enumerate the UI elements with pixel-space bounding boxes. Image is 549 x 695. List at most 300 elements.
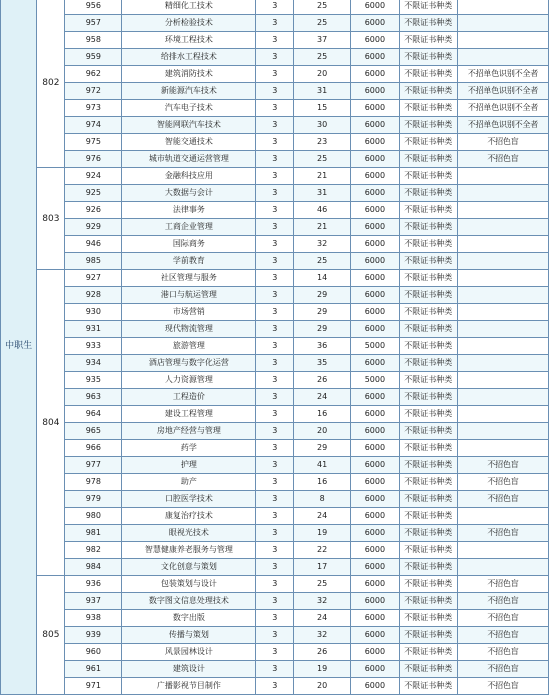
duration-cell: 3 bbox=[256, 389, 294, 406]
duration-cell: 3 bbox=[256, 32, 294, 49]
restriction-note-cell bbox=[457, 542, 548, 559]
quota-cell: 19 bbox=[294, 661, 351, 678]
duration-cell: 3 bbox=[256, 355, 294, 372]
tuition-cell: 6000 bbox=[351, 100, 400, 117]
tuition-cell: 6000 bbox=[351, 491, 400, 508]
certificate-cell: 不限证书种类 bbox=[399, 15, 457, 32]
table-row bbox=[1, 508, 549, 525]
table-row bbox=[1, 304, 549, 321]
certificate-cell: 不限证书种类 bbox=[399, 287, 457, 304]
major-code-cell: 946 bbox=[65, 236, 122, 253]
duration-cell: 3 bbox=[256, 66, 294, 83]
certificate-cell: 不限证书种类 bbox=[399, 304, 457, 321]
duration-cell: 3 bbox=[256, 168, 294, 185]
restriction-note-cell bbox=[457, 32, 548, 49]
duration-cell: 3 bbox=[256, 576, 294, 593]
tuition-cell: 6000 bbox=[351, 542, 400, 559]
quota-cell: 22 bbox=[294, 542, 351, 559]
restriction-note-cell: 不招色盲 bbox=[457, 525, 548, 542]
duration-cell: 3 bbox=[256, 49, 294, 66]
major-name-cell: 口腔医学技术 bbox=[122, 491, 256, 508]
restriction-note-cell bbox=[457, 508, 548, 525]
table-row bbox=[1, 15, 549, 32]
certificate-cell: 不限证书种类 bbox=[399, 423, 457, 440]
table-row bbox=[1, 610, 549, 627]
restriction-note-cell bbox=[457, 287, 548, 304]
major-name-cell: 助产 bbox=[122, 474, 256, 491]
certificate-cell: 不限证书种类 bbox=[399, 117, 457, 134]
tuition-cell: 6000 bbox=[351, 644, 400, 661]
table-row bbox=[1, 321, 549, 338]
major-name-cell: 新能源汽车技术 bbox=[122, 83, 256, 100]
certificate-cell: 不限证书种类 bbox=[399, 168, 457, 185]
duration-cell: 3 bbox=[256, 185, 294, 202]
certificate-cell: 不限证书种类 bbox=[399, 576, 457, 593]
duration-cell: 3 bbox=[256, 508, 294, 525]
tuition-cell: 6000 bbox=[351, 304, 400, 321]
duration-cell: 3 bbox=[256, 304, 294, 321]
restriction-note-cell: 不招色盲 bbox=[457, 627, 548, 644]
restriction-note-cell: 不招色盲 bbox=[457, 491, 548, 508]
certificate-cell: 不限证书种类 bbox=[399, 678, 457, 695]
table-row bbox=[1, 253, 549, 270]
major-code-cell: 960 bbox=[65, 644, 122, 661]
restriction-note-cell bbox=[457, 440, 548, 457]
table-row bbox=[1, 117, 549, 134]
major-code-cell: 980 bbox=[65, 508, 122, 525]
restriction-note-cell bbox=[457, 389, 548, 406]
duration-cell: 3 bbox=[256, 253, 294, 270]
major-code-cell: 979 bbox=[65, 491, 122, 508]
table-row bbox=[1, 338, 549, 355]
table-row bbox=[1, 0, 549, 15]
restriction-note-cell: 不招色盲 bbox=[457, 678, 548, 695]
restriction-note-cell bbox=[457, 185, 548, 202]
major-code-cell: 964 bbox=[65, 406, 122, 423]
quota-cell: 21 bbox=[294, 168, 351, 185]
major-name-cell: 护理 bbox=[122, 457, 256, 474]
tuition-cell: 6000 bbox=[351, 661, 400, 678]
major-code-cell: 962 bbox=[65, 66, 122, 83]
duration-cell: 3 bbox=[256, 627, 294, 644]
quota-cell: 46 bbox=[294, 202, 351, 219]
duration-cell: 3 bbox=[256, 219, 294, 236]
table-row bbox=[1, 151, 549, 168]
quota-cell: 41 bbox=[294, 457, 351, 474]
quota-cell: 21 bbox=[294, 219, 351, 236]
major-name-cell: 建筑消防技术 bbox=[122, 66, 256, 83]
tuition-cell: 6000 bbox=[351, 321, 400, 338]
major-name-cell: 市场营销 bbox=[122, 304, 256, 321]
tuition-cell: 6000 bbox=[351, 440, 400, 457]
major-name-cell: 传播与策划 bbox=[122, 627, 256, 644]
quota-cell: 25 bbox=[294, 253, 351, 270]
restriction-note-cell: 不招单色识别不全者 bbox=[457, 66, 548, 83]
major-name-cell: 国际商务 bbox=[122, 236, 256, 253]
table-row bbox=[1, 134, 549, 151]
certificate-cell: 不限证书种类 bbox=[399, 644, 457, 661]
duration-cell: 3 bbox=[256, 117, 294, 134]
table-row bbox=[1, 474, 549, 491]
certificate-cell: 不限证书种类 bbox=[399, 491, 457, 508]
quota-cell: 29 bbox=[294, 321, 351, 338]
duration-cell: 3 bbox=[256, 372, 294, 389]
duration-cell: 3 bbox=[256, 406, 294, 423]
major-name-cell: 文化创意与策划 bbox=[122, 559, 256, 576]
major-name-cell: 数字出版 bbox=[122, 610, 256, 627]
duration-cell: 3 bbox=[256, 134, 294, 151]
duration-cell: 3 bbox=[256, 491, 294, 508]
certificate-cell: 不限证书种类 bbox=[399, 185, 457, 202]
student-category-cell: 中职生 bbox=[1, 0, 37, 695]
certificate-cell: 不限证书种类 bbox=[399, 338, 457, 355]
major-code-cell: 971 bbox=[65, 678, 122, 695]
tuition-cell: 6000 bbox=[351, 0, 400, 15]
tuition-cell: 6000 bbox=[351, 253, 400, 270]
restriction-note-cell bbox=[457, 0, 548, 15]
duration-cell: 3 bbox=[256, 321, 294, 338]
certificate-cell: 不限证书种类 bbox=[399, 32, 457, 49]
duration-cell: 3 bbox=[256, 610, 294, 627]
duration-cell: 3 bbox=[256, 474, 294, 491]
major-name-cell: 酒店管理与数字化运营 bbox=[122, 355, 256, 372]
certificate-cell: 不限证书种类 bbox=[399, 66, 457, 83]
restriction-note-cell: 不招单色识别不全者 bbox=[457, 100, 548, 117]
table-row bbox=[1, 32, 549, 49]
restriction-note-cell bbox=[457, 270, 548, 287]
tuition-cell: 6000 bbox=[351, 185, 400, 202]
restriction-note-cell bbox=[457, 168, 548, 185]
tuition-cell: 6000 bbox=[351, 15, 400, 32]
restriction-note-cell: 不招色盲 bbox=[457, 661, 548, 678]
quota-cell: 25 bbox=[294, 151, 351, 168]
restriction-note-cell: 不招色盲 bbox=[457, 610, 548, 627]
table-row bbox=[1, 678, 549, 695]
table-row bbox=[1, 423, 549, 440]
quota-cell: 20 bbox=[294, 678, 351, 695]
major-code-cell: 938 bbox=[65, 610, 122, 627]
major-code-cell: 961 bbox=[65, 661, 122, 678]
restriction-note-cell bbox=[457, 355, 548, 372]
table-row bbox=[1, 389, 549, 406]
major-name-cell: 广播影视节目制作 bbox=[122, 678, 256, 695]
duration-cell: 3 bbox=[256, 100, 294, 117]
quota-cell: 17 bbox=[294, 559, 351, 576]
quota-cell: 23 bbox=[294, 134, 351, 151]
major-name-cell: 汽车电子技术 bbox=[122, 100, 256, 117]
major-code-cell: 981 bbox=[65, 525, 122, 542]
quota-cell: 24 bbox=[294, 610, 351, 627]
major-code-cell: 975 bbox=[65, 134, 122, 151]
restriction-note-cell bbox=[457, 236, 548, 253]
tuition-cell: 6000 bbox=[351, 49, 400, 66]
quota-cell: 24 bbox=[294, 508, 351, 525]
quota-cell: 20 bbox=[294, 66, 351, 83]
major-code-cell: 972 bbox=[65, 83, 122, 100]
quota-cell: 16 bbox=[294, 406, 351, 423]
restriction-note-cell bbox=[457, 49, 548, 66]
certificate-cell: 不限证书种类 bbox=[399, 525, 457, 542]
tuition-cell: 6000 bbox=[351, 151, 400, 168]
certificate-cell: 不限证书种类 bbox=[399, 593, 457, 610]
quota-cell: 8 bbox=[294, 491, 351, 508]
restriction-note-cell bbox=[457, 559, 548, 576]
major-name-cell: 城市轨道交通运营管理 bbox=[122, 151, 256, 168]
tuition-cell: 6000 bbox=[351, 406, 400, 423]
restriction-note-cell bbox=[457, 423, 548, 440]
group-code-cell: 805 bbox=[37, 576, 65, 695]
table-row bbox=[1, 542, 549, 559]
quota-cell: 32 bbox=[294, 593, 351, 610]
tuition-cell: 6000 bbox=[351, 66, 400, 83]
quota-cell: 26 bbox=[294, 372, 351, 389]
major-name-cell: 现代物流管理 bbox=[122, 321, 256, 338]
restriction-note-cell bbox=[457, 304, 548, 321]
major-code-cell: 937 bbox=[65, 593, 122, 610]
certificate-cell: 不限证书种类 bbox=[399, 627, 457, 644]
tuition-cell: 6000 bbox=[351, 610, 400, 627]
duration-cell: 3 bbox=[256, 338, 294, 355]
tuition-cell: 6000 bbox=[351, 202, 400, 219]
duration-cell: 3 bbox=[256, 15, 294, 32]
major-code-cell: 935 bbox=[65, 372, 122, 389]
tuition-cell: 6000 bbox=[351, 389, 400, 406]
major-name-cell: 社区管理与服务 bbox=[122, 270, 256, 287]
restriction-note-cell bbox=[457, 253, 548, 270]
major-name-cell: 环境工程技术 bbox=[122, 32, 256, 49]
major-code-cell: 958 bbox=[65, 32, 122, 49]
major-code-cell: 966 bbox=[65, 440, 122, 457]
duration-cell: 3 bbox=[256, 270, 294, 287]
restriction-note-cell: 不招色盲 bbox=[457, 576, 548, 593]
quota-cell: 20 bbox=[294, 423, 351, 440]
major-name-cell: 学前教育 bbox=[122, 253, 256, 270]
certificate-cell: 不限证书种类 bbox=[399, 49, 457, 66]
certificate-cell: 不限证书种类 bbox=[399, 610, 457, 627]
major-name-cell: 智慧健康养老服务与管理 bbox=[122, 542, 256, 559]
certificate-cell: 不限证书种类 bbox=[399, 219, 457, 236]
certificate-cell: 不限证书种类 bbox=[399, 270, 457, 287]
table-row bbox=[1, 406, 549, 423]
quota-cell: 25 bbox=[294, 0, 351, 15]
restriction-note-cell: 不招色盲 bbox=[457, 151, 548, 168]
table-row bbox=[1, 236, 549, 253]
quota-cell: 25 bbox=[294, 15, 351, 32]
certificate-cell: 不限证书种类 bbox=[399, 0, 457, 15]
table-row bbox=[1, 287, 549, 304]
major-code-cell: 929 bbox=[65, 219, 122, 236]
major-name-cell: 数字图文信息处理技术 bbox=[122, 593, 256, 610]
tuition-cell: 6000 bbox=[351, 219, 400, 236]
major-code-cell: 982 bbox=[65, 542, 122, 559]
major-code-cell: 936 bbox=[65, 576, 122, 593]
quota-cell: 30 bbox=[294, 117, 351, 134]
table-row bbox=[1, 100, 549, 117]
major-name-cell: 工程造价 bbox=[122, 389, 256, 406]
certificate-cell: 不限证书种类 bbox=[399, 100, 457, 117]
quota-cell: 31 bbox=[294, 83, 351, 100]
duration-cell: 3 bbox=[256, 644, 294, 661]
quota-cell: 32 bbox=[294, 627, 351, 644]
tuition-cell: 6000 bbox=[351, 117, 400, 134]
table-row bbox=[1, 593, 549, 610]
restriction-note-cell: 不招色盲 bbox=[457, 457, 548, 474]
table-row bbox=[1, 440, 549, 457]
major-code-cell: 974 bbox=[65, 117, 122, 134]
table-row bbox=[1, 491, 549, 508]
major-code-cell: 931 bbox=[65, 321, 122, 338]
certificate-cell: 不限证书种类 bbox=[399, 457, 457, 474]
table-body bbox=[1, 0, 549, 695]
table-row bbox=[1, 627, 549, 644]
quota-cell: 29 bbox=[294, 440, 351, 457]
table-row bbox=[1, 457, 549, 474]
restriction-note-cell bbox=[457, 321, 548, 338]
tuition-cell: 6000 bbox=[351, 236, 400, 253]
table-row bbox=[1, 355, 549, 372]
quota-cell: 16 bbox=[294, 474, 351, 491]
restriction-note-cell bbox=[457, 202, 548, 219]
major-code-cell: 985 bbox=[65, 253, 122, 270]
duration-cell: 3 bbox=[256, 440, 294, 457]
tuition-cell: 6000 bbox=[351, 423, 400, 440]
group-code-cell: 802 bbox=[37, 0, 65, 168]
duration-cell: 3 bbox=[256, 287, 294, 304]
certificate-cell: 不限证书种类 bbox=[399, 134, 457, 151]
major-code-cell: 978 bbox=[65, 474, 122, 491]
tuition-cell: 6000 bbox=[351, 678, 400, 695]
major-name-cell: 药学 bbox=[122, 440, 256, 457]
tuition-cell: 6000 bbox=[351, 593, 400, 610]
quota-cell: 14 bbox=[294, 270, 351, 287]
major-code-cell: 984 bbox=[65, 559, 122, 576]
major-code-cell: 934 bbox=[65, 355, 122, 372]
tuition-cell: 6000 bbox=[351, 287, 400, 304]
major-name-cell: 金融科技应用 bbox=[122, 168, 256, 185]
major-code-cell: 925 bbox=[65, 185, 122, 202]
tuition-cell: 5000 bbox=[351, 338, 400, 355]
duration-cell: 3 bbox=[256, 542, 294, 559]
tuition-cell: 6000 bbox=[351, 355, 400, 372]
major-name-cell: 智能网联汽车技术 bbox=[122, 117, 256, 134]
certificate-cell: 不限证书种类 bbox=[399, 389, 457, 406]
major-code-cell: 959 bbox=[65, 49, 122, 66]
duration-cell: 3 bbox=[256, 151, 294, 168]
duration-cell: 3 bbox=[256, 661, 294, 678]
certificate-cell: 不限证书种类 bbox=[399, 83, 457, 100]
duration-cell: 3 bbox=[256, 236, 294, 253]
table-row bbox=[1, 525, 549, 542]
restriction-note-cell: 不招色盲 bbox=[457, 593, 548, 610]
major-code-cell: 956 bbox=[65, 0, 122, 15]
major-code-cell: 924 bbox=[65, 168, 122, 185]
major-code-cell: 939 bbox=[65, 627, 122, 644]
duration-cell: 3 bbox=[256, 525, 294, 542]
certificate-cell: 不限证书种类 bbox=[399, 508, 457, 525]
restriction-note-cell: 不招单色识别不全者 bbox=[457, 83, 548, 100]
major-code-cell: 973 bbox=[65, 100, 122, 117]
tuition-cell: 6000 bbox=[351, 32, 400, 49]
table-row bbox=[1, 219, 549, 236]
duration-cell: 3 bbox=[256, 83, 294, 100]
duration-cell: 3 bbox=[256, 457, 294, 474]
major-code-cell: 926 bbox=[65, 202, 122, 219]
certificate-cell: 不限证书种类 bbox=[399, 202, 457, 219]
duration-cell: 3 bbox=[256, 559, 294, 576]
table-row bbox=[1, 168, 549, 185]
tuition-cell: 6000 bbox=[351, 134, 400, 151]
certificate-cell: 不限证书种类 bbox=[399, 321, 457, 338]
major-name-cell: 人力资源管理 bbox=[122, 372, 256, 389]
major-code-cell: 957 bbox=[65, 15, 122, 32]
quota-cell: 37 bbox=[294, 32, 351, 49]
major-code-cell: 977 bbox=[65, 457, 122, 474]
table-row bbox=[1, 83, 549, 100]
major-code-cell: 976 bbox=[65, 151, 122, 168]
tuition-cell: 6000 bbox=[351, 83, 400, 100]
quota-cell: 24 bbox=[294, 389, 351, 406]
certificate-cell: 不限证书种类 bbox=[399, 151, 457, 168]
duration-cell: 3 bbox=[256, 0, 294, 15]
tuition-cell: 6000 bbox=[351, 508, 400, 525]
tuition-cell: 6000 bbox=[351, 559, 400, 576]
duration-cell: 3 bbox=[256, 423, 294, 440]
tuition-cell: 6000 bbox=[351, 627, 400, 644]
major-code-cell: 965 bbox=[65, 423, 122, 440]
major-name-cell: 大数据与会计 bbox=[122, 185, 256, 202]
major-code-cell: 963 bbox=[65, 389, 122, 406]
major-code-cell: 933 bbox=[65, 338, 122, 355]
quota-cell: 15 bbox=[294, 100, 351, 117]
tuition-cell: 6000 bbox=[351, 576, 400, 593]
major-name-cell: 港口与航运管理 bbox=[122, 287, 256, 304]
certificate-cell: 不限证书种类 bbox=[399, 355, 457, 372]
major-name-cell: 分析检验技术 bbox=[122, 15, 256, 32]
quota-cell: 31 bbox=[294, 185, 351, 202]
quota-cell: 29 bbox=[294, 304, 351, 321]
restriction-note-cell bbox=[457, 406, 548, 423]
table-row bbox=[1, 576, 549, 593]
tuition-cell: 6000 bbox=[351, 525, 400, 542]
restriction-note-cell: 不招单色识别不全者 bbox=[457, 117, 548, 134]
major-code-cell: 927 bbox=[65, 270, 122, 287]
restriction-note-cell: 不招色盲 bbox=[457, 644, 548, 661]
duration-cell: 3 bbox=[256, 678, 294, 695]
certificate-cell: 不限证书种类 bbox=[399, 406, 457, 423]
quota-cell: 26 bbox=[294, 644, 351, 661]
certificate-cell: 不限证书种类 bbox=[399, 661, 457, 678]
table-row bbox=[1, 202, 549, 219]
certificate-cell: 不限证书种类 bbox=[399, 542, 457, 559]
table-row bbox=[1, 185, 549, 202]
table-row bbox=[1, 270, 549, 287]
restriction-note-cell bbox=[457, 338, 548, 355]
tuition-cell: 6000 bbox=[351, 457, 400, 474]
certificate-cell: 不限证书种类 bbox=[399, 236, 457, 253]
certificate-cell: 不限证书种类 bbox=[399, 253, 457, 270]
major-name-cell: 法律事务 bbox=[122, 202, 256, 219]
major-name-cell: 包装策划与设计 bbox=[122, 576, 256, 593]
certificate-cell: 不限证书种类 bbox=[399, 559, 457, 576]
quota-cell: 36 bbox=[294, 338, 351, 355]
restriction-note-cell bbox=[457, 372, 548, 389]
restriction-note-cell bbox=[457, 219, 548, 236]
major-name-cell: 房地产经营与管理 bbox=[122, 423, 256, 440]
quota-cell: 25 bbox=[294, 576, 351, 593]
major-name-cell: 给排水工程技术 bbox=[122, 49, 256, 66]
quota-cell: 19 bbox=[294, 525, 351, 542]
major-code-cell: 930 bbox=[65, 304, 122, 321]
